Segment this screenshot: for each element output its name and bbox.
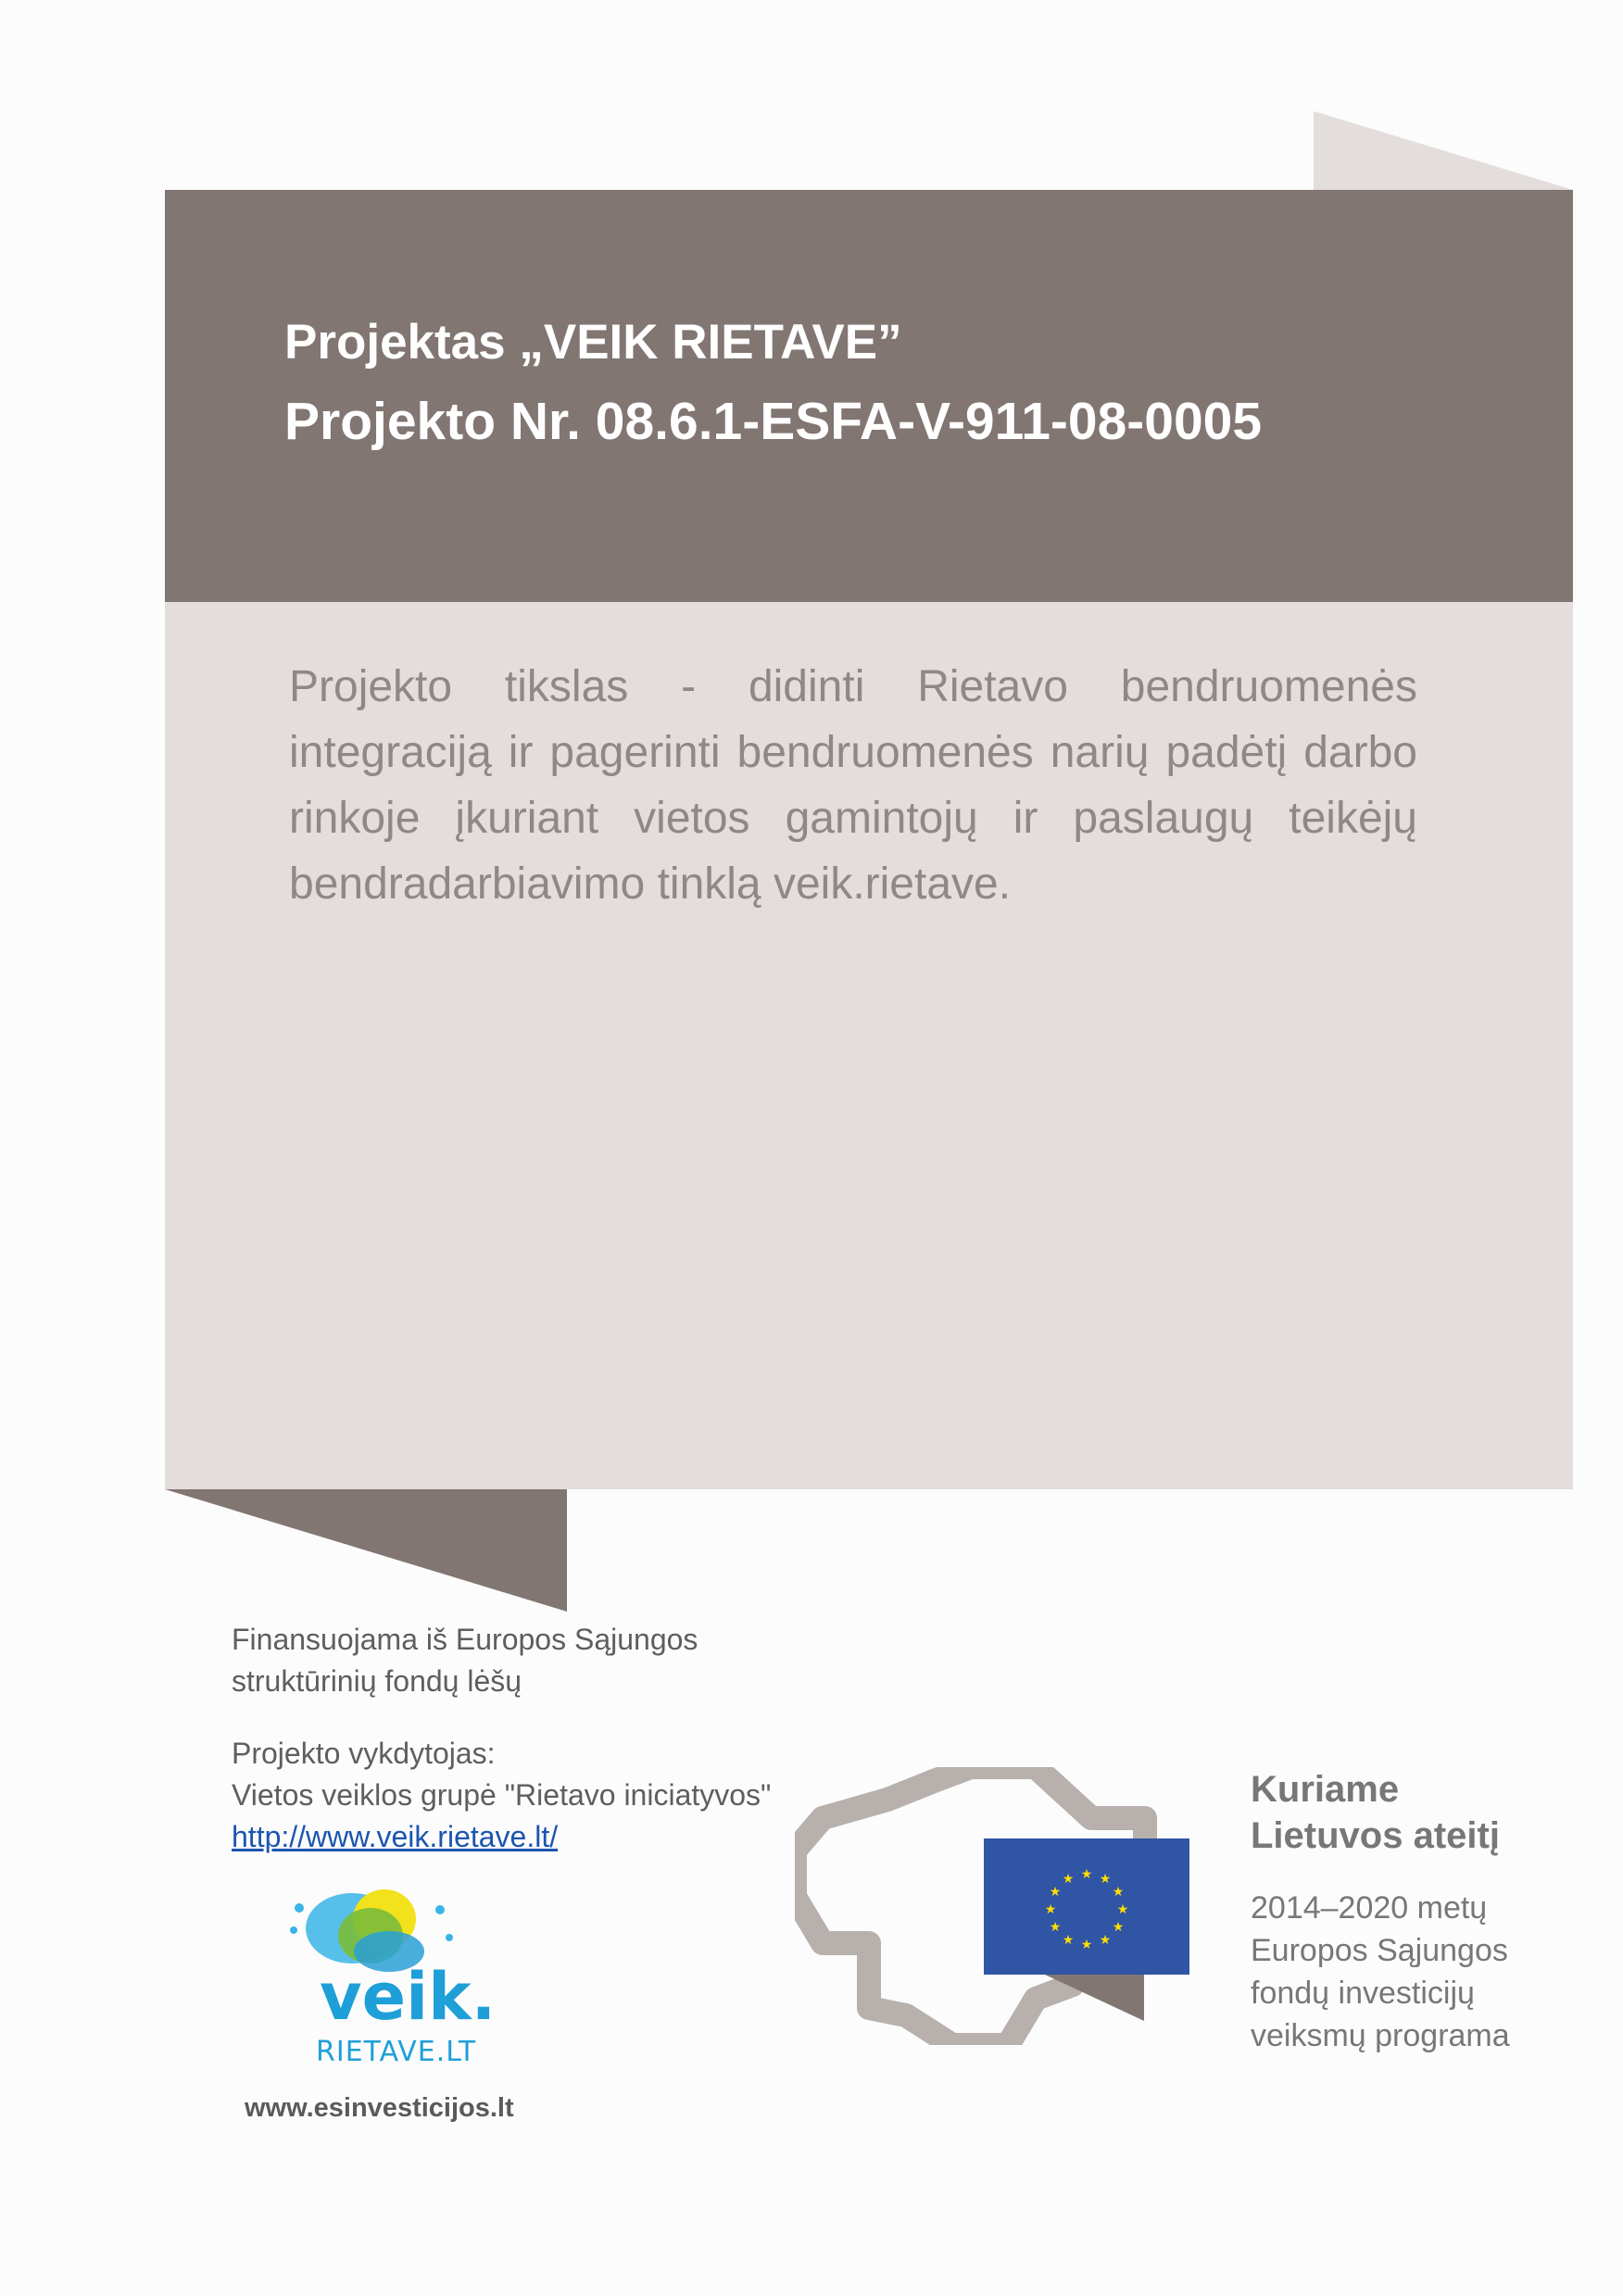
program-line-3: fondų investicijų — [1251, 1976, 1475, 2011]
program-line-4: veiksmų programa — [1251, 2018, 1510, 2053]
svg-text:★: ★ — [1112, 1920, 1125, 1935]
svg-text:★: ★ — [1112, 1885, 1125, 1900]
svg-text:★: ★ — [1099, 1872, 1112, 1887]
program-text — [1251, 1887, 1510, 2057]
svg-text:★: ★ — [1099, 1933, 1112, 1948]
svg-text:★: ★ — [1049, 1920, 1062, 1935]
program-line-1: 2014–2020 metų — [1251, 1890, 1488, 1926]
top-fold-shape — [1314, 111, 1573, 190]
website-link[interactable]: http://www.veik.rietave.lt/ — [232, 1820, 559, 1853]
esinvesticijos-url: www.esinvesticijos.lt — [245, 2093, 514, 2123]
svg-text:★: ★ — [1062, 1872, 1075, 1887]
slogan — [1251, 1766, 1500, 1859]
website-link-row — [232, 1816, 558, 1858]
logo-main-text: veik. — [320, 1959, 497, 2035]
svg-text:★: ★ — [1080, 1867, 1093, 1882]
funding-line-1: Finansuojama iš Europos Sąjungos — [232, 1623, 698, 1656]
svg-text:★: ★ — [1062, 1933, 1075, 1948]
eu-flag-icon — [984, 1838, 1189, 1975]
logo-sub-text: RIETAVE.LT — [316, 2036, 477, 2068]
project-goal-text: Projekto tikslas - didinti Rietavo bendruomenės integraciją ir pagerinti bendruomenės narių padėtį darbo rinkoje įkuriant vietos gamintojų ir paslaugų teikėjų bendradarbiavimo tinklą veik.rietave. — [289, 662, 1417, 909]
funding-line-2: struktūrinių fondų lėšų — [232, 1664, 522, 1698]
svg-text:★: ★ — [1044, 1902, 1057, 1917]
svg-text:★: ★ — [1080, 1938, 1093, 1952]
executor-label: Projekto vykdytojas: — [232, 1737, 496, 1770]
program-line-2: Europos Sąjungos — [1251, 1933, 1508, 1968]
svg-text:★: ★ — [1049, 1885, 1062, 1900]
eu-stars — [984, 1838, 1189, 1975]
project-title: Projektas „VEIK RIETAVE” — [284, 315, 902, 370]
bottom-fold-shape — [165, 1489, 567, 1612]
svg-text:★: ★ — [1116, 1902, 1129, 1917]
project-number: Projekto Nr. 08.6.1-ESFA-V-911-08-0005 — [284, 392, 1263, 451]
flag-shadow — [1045, 1975, 1147, 2021]
executor-name: Vietos veiklos grupė "Rietavo iniciatyvos" — [232, 1778, 772, 1812]
slogan-line-2: Lietuvos ateitį — [1251, 1815, 1500, 1856]
veik-rietave-logo — [283, 1873, 523, 2076]
slogan-line-1: Kuriame — [1251, 1769, 1400, 1810]
